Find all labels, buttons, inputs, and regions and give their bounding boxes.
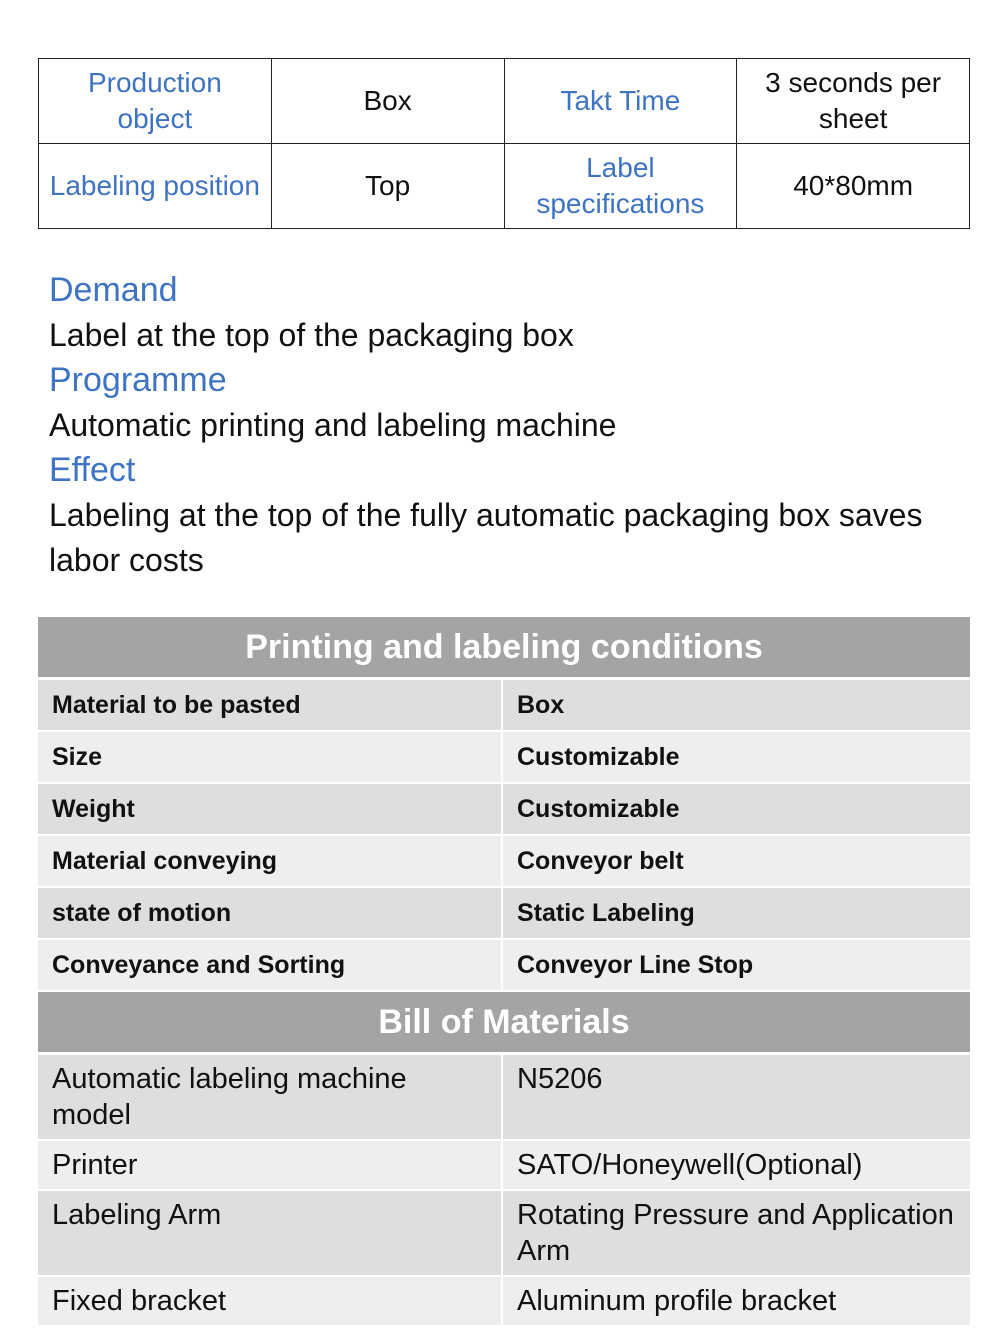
bom-label: Fixed bracket [38, 1277, 503, 1325]
info-value-labeling-position: Top [271, 144, 504, 229]
bom-value: Rotating Pressure and Application Arm [517, 1199, 954, 1267]
condition-value: Conveyor belt [517, 847, 684, 875]
info-table [38, 58, 970, 229]
table-row [38, 1277, 970, 1327]
condition-value: Customizable [517, 795, 680, 823]
demand-text: Label at the top of the packaging box [49, 317, 574, 353]
info-key-label-specifications: Label specifications [504, 144, 737, 229]
info-row [39, 59, 970, 144]
table-row [38, 784, 970, 836]
table-row [38, 1141, 970, 1191]
table-row [38, 732, 970, 784]
table-row [38, 836, 970, 888]
programme-heading: Programme [49, 361, 227, 399]
condition-label: Size [38, 732, 503, 782]
bom-header: Bill of Materials [38, 992, 970, 1055]
effect-heading: Effect [49, 451, 136, 489]
condition-label: state of motion [38, 888, 503, 938]
condition-label: Weight [38, 784, 503, 834]
condition-label: Material to be pasted [38, 680, 503, 730]
demand-heading: Demand [49, 271, 178, 309]
spec-table [38, 617, 970, 1327]
condition-value: Box [517, 691, 565, 719]
condition-value: Customizable [517, 743, 680, 771]
info-key-takt-time: Takt Time [504, 59, 737, 144]
info-key-labeling-position: Labeling position [39, 144, 272, 229]
bom-value: Aluminum profile bracket [517, 1285, 837, 1317]
info-row [39, 144, 970, 229]
bom-value: N5206 [517, 1063, 603, 1095]
info-value-takt-time: 3 seconds per sheet [737, 59, 970, 144]
table-row [38, 680, 970, 732]
info-key-production-object: Production object [39, 59, 272, 144]
bom-label: Labeling Arm [38, 1191, 503, 1275]
effect-text: Labeling at the top of the fully automatic packaging box saves labor costs [49, 497, 923, 578]
table-row [38, 1055, 970, 1141]
table-row [38, 940, 970, 992]
conditions-header: Printing and labeling conditions [38, 617, 970, 680]
info-value-production-object: Box [271, 59, 504, 144]
condition-label: Conveyance and Sorting [38, 940, 503, 990]
bom-label: Printer [38, 1141, 503, 1189]
table-row [38, 1191, 970, 1277]
table-row [38, 888, 970, 940]
condition-label: Material conveying [38, 836, 503, 886]
condition-value: Static Labeling [517, 899, 695, 927]
condition-value: Conveyor Line Stop [517, 951, 754, 979]
bom-value: SATO/Honeywell(Optional) [517, 1149, 863, 1181]
programme-text: Automatic printing and labeling machine [49, 407, 617, 443]
info-value-label-specifications: 40*80mm [737, 144, 970, 229]
description-sections [49, 268, 959, 583]
bom-label: Automatic labeling machine model [38, 1055, 503, 1139]
